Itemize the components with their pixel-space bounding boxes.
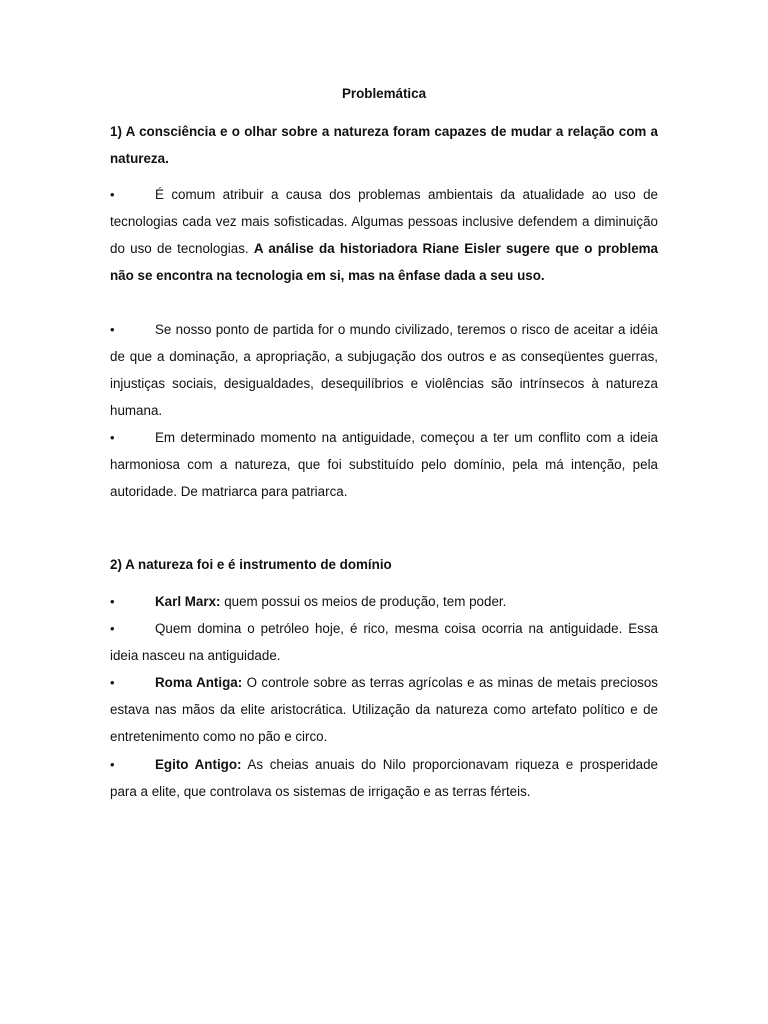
bullet-text: O controle sobre as terras agrícolas e as minas de metais preciosos estava nas mãos da elite aristocrática. Utilização da natureza como artefato político e de entretenimento como no pão e circo. bbox=[110, 675, 658, 744]
bullet-icon: • bbox=[110, 757, 115, 772]
paragraph-text: Em determinado momento na antiguidade, começou a ter um conflito com a ideia harmoniosa com a natureza, que foi substituído pelo domínio, pela má intenção, pela autoridade. De matriarca para patriarca. bbox=[110, 430, 658, 499]
section1-paragraph-2 bbox=[110, 316, 658, 424]
section2-bullet-1 bbox=[110, 588, 658, 615]
bullet-text: As cheias anuais do Nilo proporcionavam riqueza e prosperidade para a elite, que controlava os sistemas de irrigação e as terras férteis. bbox=[110, 757, 658, 799]
paragraph-bold-text: A análise da historiadora Riane Eisler sugere que o problema não se encontra na tecnologia em si, mas na ênfase dada a seu uso. bbox=[110, 241, 658, 283]
bullet-icon: • bbox=[110, 187, 115, 202]
paragraph-text: É comum atribuir a causa dos problemas ambientais da atualidade ao uso de tecnologias cada vez mais sofisticadas. Algumas pessoas inclusive defendem a diminuição do uso de tecnologias. bbox=[110, 187, 658, 256]
bullet-icon: • bbox=[110, 621, 115, 636]
section1-paragraph-1 bbox=[110, 181, 658, 289]
section2-bullet-2 bbox=[110, 615, 658, 669]
bullet-label: Egito Antigo: bbox=[155, 757, 242, 772]
section1-heading: 1) A consciência e o olhar sobre a natureza foram capazes de mudar a relação com a natureza. bbox=[110, 124, 658, 166]
bullet-icon: • bbox=[110, 675, 115, 690]
bullet-icon: • bbox=[110, 594, 115, 609]
bullet-text: Quem domina o petróleo hoje, é rico, mesma coisa ocorria na antiguidade. Essa ideia nasceu na antiguidade. bbox=[110, 621, 658, 663]
paragraph-text: Se nosso ponto de partida for o mundo civilizado, teremos o risco de aceitar a idéia de que a dominação, a apropriação, a subjugação dos outros e as conseqüentes guerras, injustiças sociais, desigualdades, desequilíbrios e violências são intrínsecos à natureza humana. bbox=[110, 322, 658, 418]
bullet-label: Roma Antiga: bbox=[155, 675, 243, 690]
section2-bullet-4 bbox=[110, 751, 658, 805]
bullet-icon: • bbox=[110, 322, 115, 337]
bullet-text: quem possui os meios de produção, tem poder. bbox=[220, 594, 507, 609]
section1-paragraph-3 bbox=[110, 424, 658, 505]
bullet-label: Karl Marx: bbox=[155, 594, 221, 609]
page-title: Problemática bbox=[341, 86, 427, 101]
bullet-icon: • bbox=[110, 430, 115, 445]
section2-bullet-3 bbox=[110, 669, 658, 750]
section2-heading: 2) A natureza foi e é instrumento de domínio bbox=[110, 557, 392, 572]
